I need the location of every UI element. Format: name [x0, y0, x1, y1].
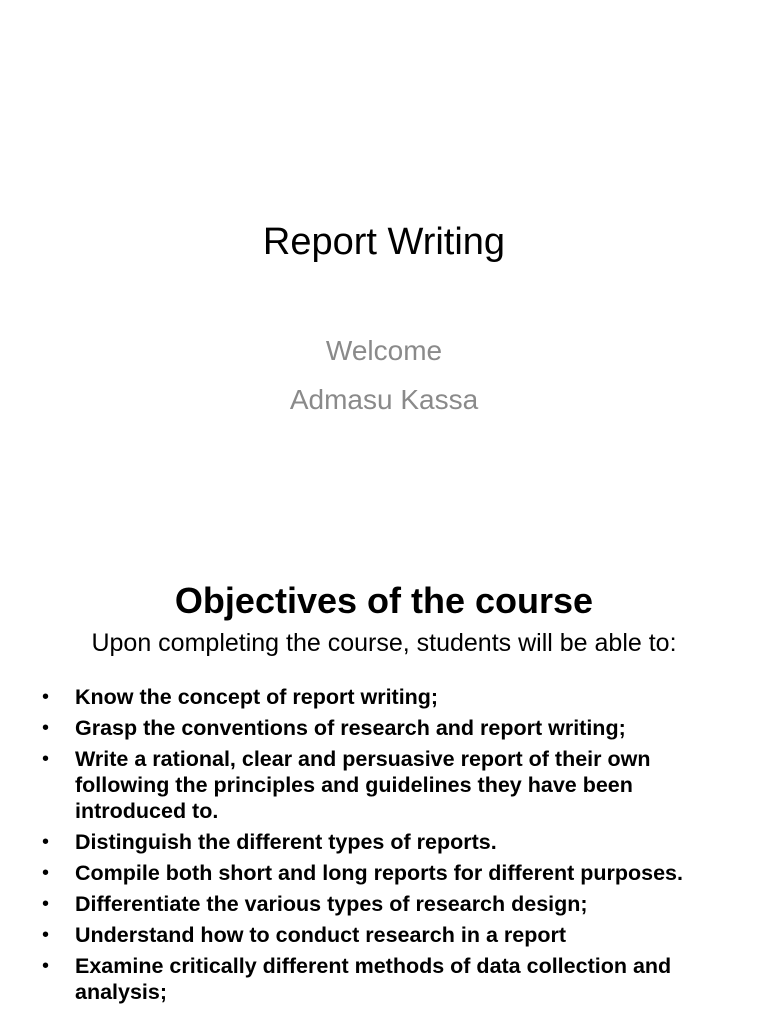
objectives-list: [42, 684, 722, 1010]
list-item: [42, 922, 722, 948]
subtitle-welcome: Welcome: [325, 335, 443, 366]
list-item-text: Understand how to conduct research in a report: [75, 923, 566, 947]
list-item: [42, 829, 722, 855]
list-item: [42, 746, 722, 824]
subtitle-author: Admasu Kassa: [289, 384, 479, 415]
list-item-text: Distinguish the different types of reports.: [75, 830, 497, 854]
list-item-text: Grasp the conventions of research and report writing;: [75, 716, 626, 740]
bullet-icon: •: [42, 924, 50, 946]
bullet-icon: •: [42, 862, 50, 884]
bullet-icon: •: [42, 686, 50, 708]
list-item-text: Know the concept of report writing;: [75, 685, 439, 709]
bullet-icon: •: [42, 955, 50, 977]
bullet-icon: •: [42, 748, 50, 770]
bullet-icon: •: [42, 893, 50, 915]
objectives-intro: Upon completing the course, students will be able to:: [91, 629, 677, 657]
list-item: [42, 891, 722, 917]
list-item: [42, 860, 722, 886]
objectives-slide: [0, 568, 768, 1024]
objectives-heading: Objectives of the course: [174, 580, 594, 621]
bullet-icon: •: [42, 831, 50, 853]
slide-title: Report Writing: [262, 221, 506, 263]
list-item-text: Differentiate the various types of research design;: [75, 892, 588, 916]
list-item: [42, 684, 722, 710]
list-item-text: Compile both short and long reports for different purposes.: [75, 861, 683, 885]
bullet-icon: •: [42, 717, 50, 739]
list-item-text: Write a rational, clear and persuasive report of their own following the principles and guidelines they have been introduced to.: [75, 747, 651, 823]
list-item-text: Examine critically different methods of data collection and analysis;: [75, 954, 672, 1004]
list-item: [42, 715, 722, 741]
list-item: [42, 953, 722, 1005]
